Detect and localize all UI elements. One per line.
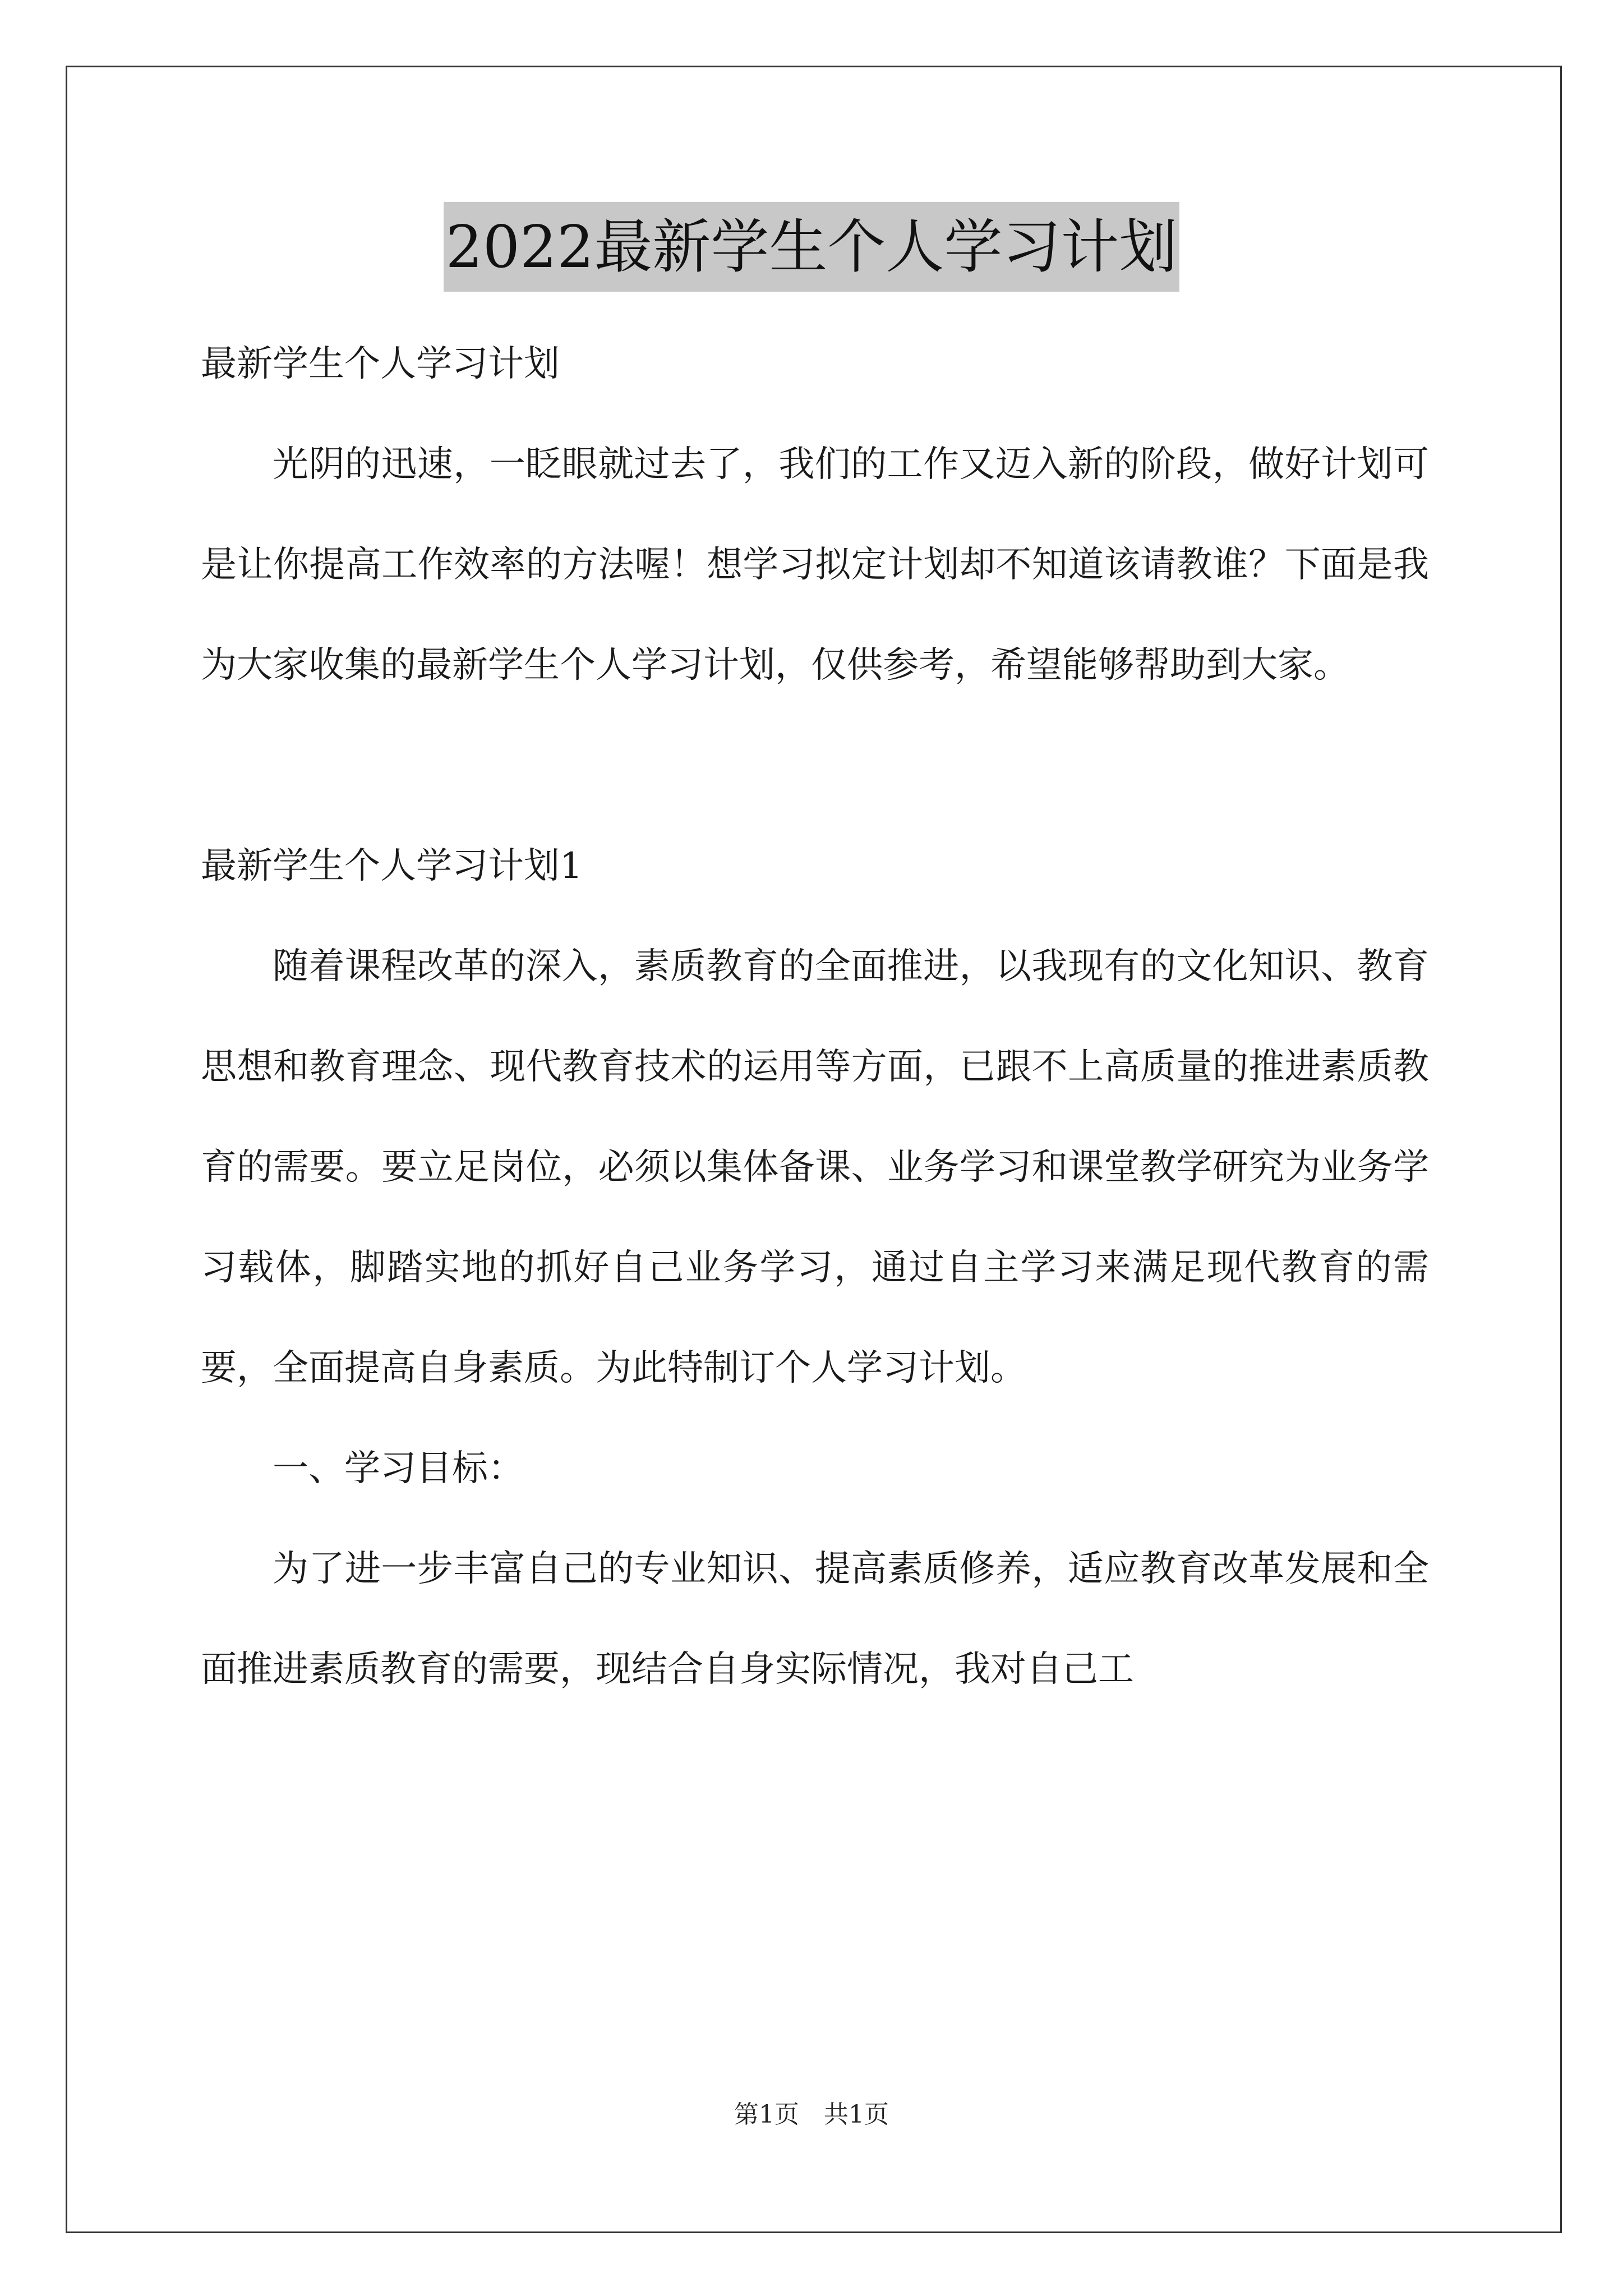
paragraph-gap (201, 716, 1429, 816)
document-body (201, 314, 1429, 1720)
section-heading-1: 最新学生个人学习计划1 (201, 845, 583, 887)
document-title: 2022最新学生个人学习计划 (444, 202, 1180, 292)
section-1-paragraph: 随着课程改革的深入，素质教育的全面推进，以我现有的文化知识、教育思想和教育理念、现代教育技术的运用等方面，已跟不上高质量的推进素质教育的需要。要立足岗位，必须以集体备课、业务学习和课堂教学研究为业务学习载体，脚踏实地的抓好自己业务学习，通过自主学习来满足现代教育的需要，全面提高自身素质。为此特制订个人学习计划。 (201, 946, 1429, 1389)
goal-heading: 一、学习目标： (273, 1448, 524, 1489)
goal-paragraph: 为了进一步丰富自己的专业知识、提高素质修养，适应教育改革发展和全面推进素质教育的需要，现结合自身实际情况，我对自己工 (201, 1548, 1429, 1690)
title-container (0, 202, 1623, 292)
document-subtitle: 最新学生个人学习计划 (201, 343, 560, 385)
page-footer: 第1页 共1页 (734, 2100, 889, 2129)
intro-paragraph: 光阴的迅速，一眨眼就过去了，我们的工作又迈入新的阶段，做好计划可是让你提高工作效率的方法喔！想学习拟定计划却不知道该请教谁？下面是我为大家收集的最新学生个人学习计划，仅供参考，希望能够帮助到大家。 (201, 444, 1429, 686)
